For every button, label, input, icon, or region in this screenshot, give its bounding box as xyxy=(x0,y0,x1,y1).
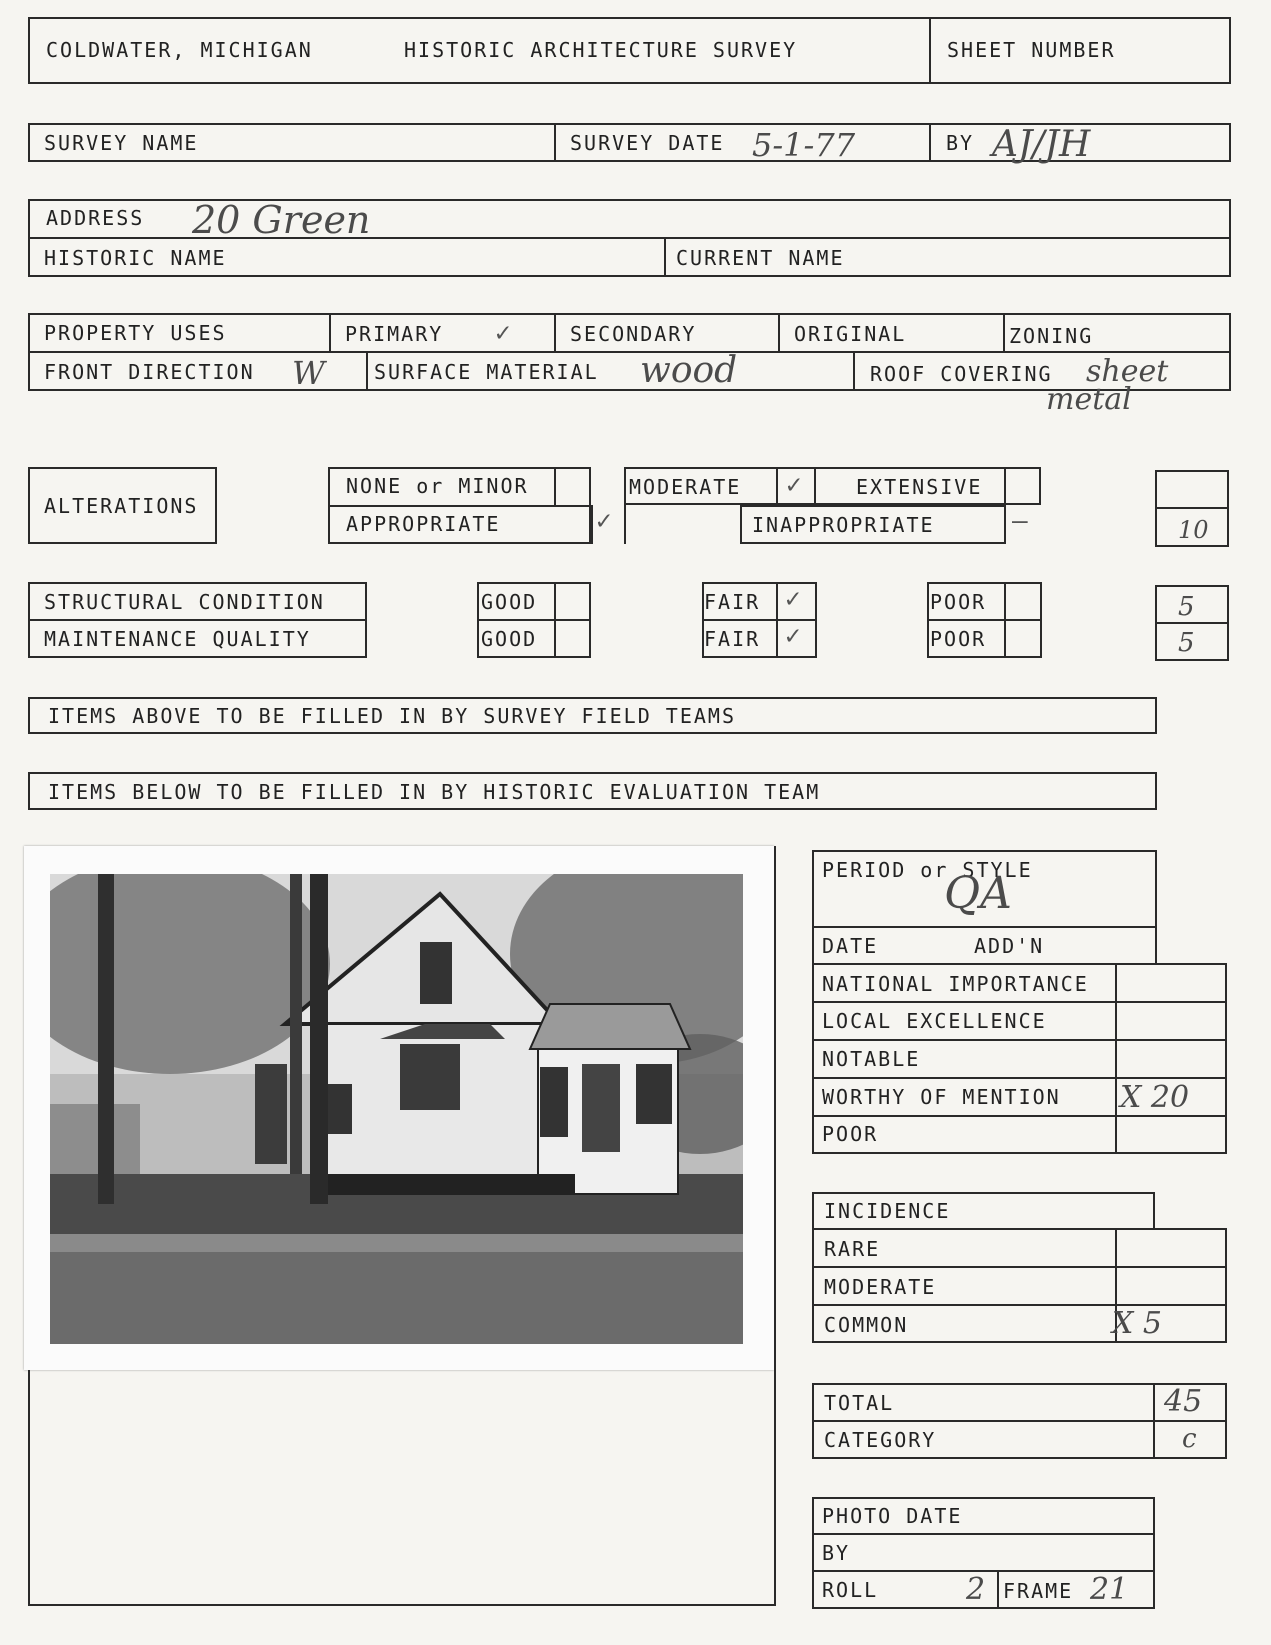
photo-by-label: BY xyxy=(822,1541,851,1565)
survey-name-label: SURVEY NAME xyxy=(44,131,199,155)
original-label: ORIGINAL xyxy=(794,322,907,346)
survey-date-value: 5-1-77 xyxy=(752,126,856,164)
poor-label-2: POOR xyxy=(930,627,987,651)
moderate-label: MODERATE xyxy=(629,475,742,499)
category-value: c xyxy=(1182,1424,1197,1454)
alt-grid-1-div xyxy=(554,467,556,505)
moderate-check-icon: ✓ xyxy=(786,470,802,500)
incidence-line-2 xyxy=(812,1304,1227,1306)
fair-div xyxy=(776,582,778,658)
house-photo-drawing xyxy=(50,874,743,1344)
primary-label: PRIMARY xyxy=(345,322,444,346)
period-value: QA xyxy=(944,868,1012,919)
property-div-4 xyxy=(1003,313,1005,351)
current-name-label: CURRENT NAME xyxy=(676,246,845,270)
survey-divider-2 xyxy=(929,123,931,162)
condition-score-mid xyxy=(1155,622,1229,624)
importance-line-2 xyxy=(812,1039,1227,1041)
inappropriate-label: INAPPROPRIATE xyxy=(752,513,935,537)
fair-check-icon-2: ✓ xyxy=(785,621,801,651)
note-above: ITEMS ABOVE TO BE FILLED IN BY SURVEY FIELD TEAMS xyxy=(48,704,737,728)
property-div-6 xyxy=(853,351,855,391)
photo-info-div xyxy=(997,1570,999,1609)
alt-grid-2-div-2 xyxy=(814,467,816,505)
photo-area-bottom xyxy=(28,1604,776,1606)
national-importance-label: NATIONAL IMPORTANCE xyxy=(822,972,1089,996)
secondary-label: SECONDARY xyxy=(570,322,697,346)
incidence-label: INCIDENCE xyxy=(824,1199,951,1223)
good-div xyxy=(554,582,556,658)
fair-check-icon-1: ✓ xyxy=(785,584,801,614)
none-minor-label: NONE or MINOR xyxy=(346,474,529,498)
maintenance-score: 5 xyxy=(1178,628,1195,658)
worthy-label: WORTHY OF MENTION xyxy=(822,1085,1061,1109)
condition-label-mid xyxy=(28,619,367,621)
property-div-1 xyxy=(329,313,331,351)
worthy-score: X 20 xyxy=(1120,1080,1190,1115)
surface-material-label: SURFACE MATERIAL xyxy=(374,360,599,384)
property-uses-label: PROPERTY USES xyxy=(44,321,227,345)
total-mid xyxy=(812,1420,1227,1422)
poor-label-1: POOR xyxy=(930,590,987,614)
front-direction-label: FRONT DIRECTION xyxy=(44,360,255,384)
good-label-1: GOOD xyxy=(481,590,538,614)
structural-score: 5 xyxy=(1178,592,1195,622)
roof-covering-value-1: sheet xyxy=(1086,354,1169,389)
category-label: CATEGORY xyxy=(824,1428,937,1452)
property-mid-line xyxy=(28,351,1231,353)
good-mid xyxy=(477,619,591,621)
roll-value: 2 xyxy=(966,1572,986,1607)
alt-grid-1-mid xyxy=(328,505,591,507)
alterations-label: ALTERATIONS xyxy=(44,494,199,518)
common-label: COMMON xyxy=(824,1313,909,1337)
survey-by-value: AJ/JH xyxy=(992,124,1091,165)
inappropriate-check-icon: – xyxy=(1012,506,1028,536)
notable-label: NOTABLE xyxy=(822,1047,921,1071)
alt-grid-2-div-1 xyxy=(776,467,778,505)
importance-line-3 xyxy=(812,1077,1227,1079)
front-direction-value: W xyxy=(292,354,325,392)
fair-label-2: FAIR xyxy=(704,627,761,651)
alterations-score: 10 xyxy=(1178,516,1209,544)
appropriate-label: APPROPRIATE xyxy=(346,512,501,536)
header-title: HISTORIC ARCHITECTURE SURVEY xyxy=(404,38,798,62)
photo-area-right xyxy=(774,846,776,1606)
period-label: PERIOD or STYLE xyxy=(822,858,1033,882)
primary-check-icon: ✓ xyxy=(495,318,511,348)
alt-grid-1-div-b xyxy=(591,505,593,544)
total-value: 45 xyxy=(1164,1384,1203,1419)
total-div xyxy=(1153,1383,1155,1459)
total-label: TOTAL xyxy=(824,1391,895,1415)
property-div-3 xyxy=(778,313,780,351)
header-city: COLDWATER, MICHIGAN xyxy=(46,38,313,62)
note-below: ITEMS BELOW TO BE FILLED IN BY HISTORIC EVALUATION TEAM xyxy=(48,780,821,804)
importance-div xyxy=(1115,963,1117,1154)
historic-name-label: HISTORIC NAME xyxy=(44,246,227,270)
poor-mid xyxy=(927,619,1042,621)
maintenance-quality-label: MAINTENANCE QUALITY xyxy=(44,627,311,651)
survey-divider-1 xyxy=(554,123,556,162)
frame-label: FRAME xyxy=(1003,1579,1074,1603)
zoning-label: ZONING xyxy=(1009,324,1094,348)
common-score: X 5 xyxy=(1112,1306,1162,1341)
importance-line-4 xyxy=(812,1115,1227,1117)
address-divider xyxy=(664,237,666,277)
importance-line-1 xyxy=(812,1001,1227,1003)
poor-div xyxy=(1004,582,1006,658)
sheet-number-label: SHEET NUMBER xyxy=(947,38,1116,62)
photo-date-label: PHOTO DATE xyxy=(822,1504,963,1528)
header-divider xyxy=(929,17,931,84)
address-value: 20 Green xyxy=(192,198,371,242)
roll-label: ROLL xyxy=(822,1578,879,1602)
photo-info-line-1 xyxy=(812,1533,1155,1535)
eval-date-label: DATE xyxy=(822,934,879,958)
extensive-label: EXTENSIVE xyxy=(856,475,983,499)
good-label-2: GOOD xyxy=(481,627,538,651)
address-label: ADDRESS xyxy=(46,206,145,230)
incidence-moderate-label: MODERATE xyxy=(824,1275,937,1299)
surface-material-value: wood xyxy=(640,350,738,391)
fair-label-1: FAIR xyxy=(704,590,761,614)
eval-poor-label: POOR xyxy=(822,1122,879,1146)
structural-condition-label: STRUCTURAL CONDITION xyxy=(44,590,325,614)
roof-covering-label: ROOF COVERING xyxy=(870,362,1053,386)
survey-date-label: SURVEY DATE xyxy=(570,131,725,155)
local-excellence-label: LOCAL EXCELLENCE xyxy=(822,1009,1047,1033)
appropriate-check-icon: ✓ xyxy=(596,506,612,536)
rare-label: RARE xyxy=(824,1237,881,1261)
house-photo xyxy=(50,874,743,1344)
photo-area-left xyxy=(28,1370,30,1606)
roof-covering-value-2: metal xyxy=(1046,382,1132,417)
addn-label: ADD'N xyxy=(974,934,1045,958)
property-div-5 xyxy=(366,351,368,391)
incidence-line-1 xyxy=(812,1266,1227,1268)
alt-score-mid xyxy=(1155,507,1229,509)
frame-value: 21 xyxy=(1090,1572,1129,1607)
property-div-2 xyxy=(554,313,556,351)
survey-by-label: BY xyxy=(946,131,975,155)
